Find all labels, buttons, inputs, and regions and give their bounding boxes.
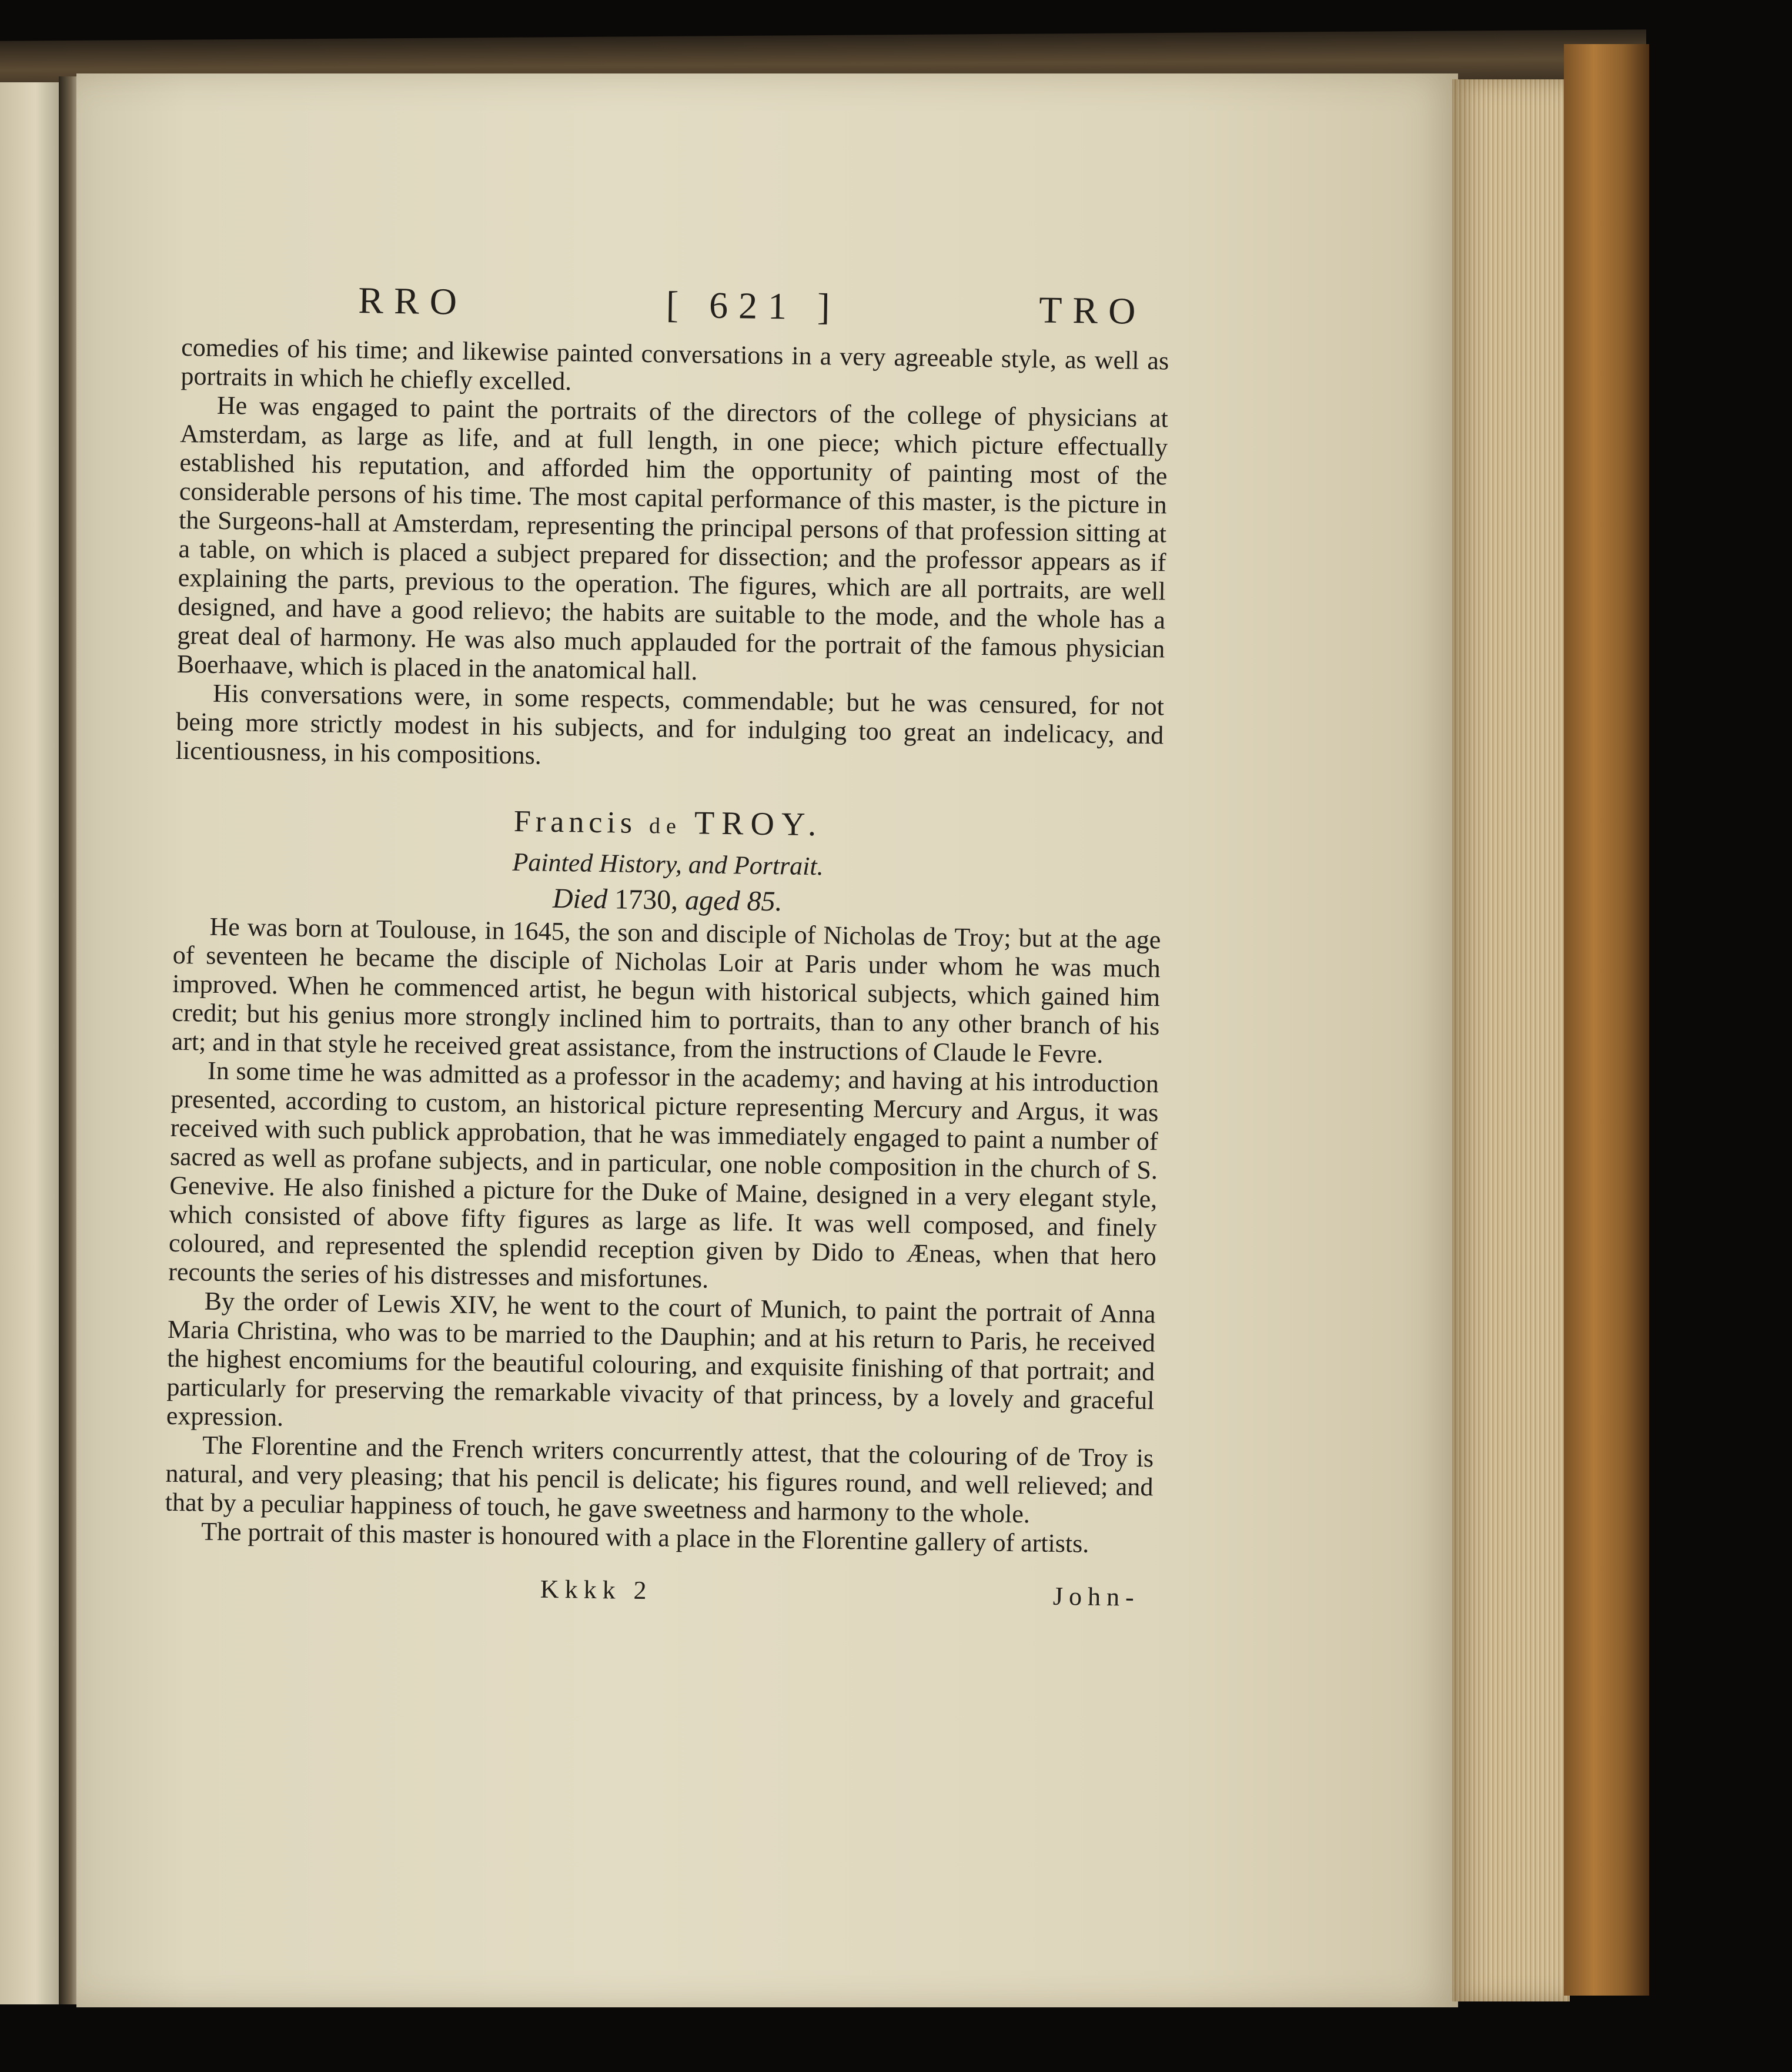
paragraph: He was born at Toulouse, in 1645, the son and disciple of Nicholas de Troy; but at the age of seventeen he became the disciple of Nicholas Loir at Paris under whom he was much improved. When he commenced artist, he begun with historical subjects, which gained him credit; but his genius more strongly inclined him to portraits, than to any other branch of his art; and in that style he received great assistance, from the instructions of Claude le Fevre. — [171, 912, 1161, 1069]
catchword: John- — [1052, 1581, 1141, 1612]
died-year: 1730, — [614, 883, 678, 916]
running-head-left: RRO — [357, 279, 468, 323]
paragraph: The Florentine and the French writers concurrently attest, that the colouring of de Troy is natural, and very pleasing; that his pencil is delicate; his figures round, and well relieved; and that by a peculiar happiness of touch, he gave sweetness and harmony to the whole. — [165, 1430, 1154, 1529]
page-fore-edges — [1452, 79, 1570, 2001]
died-label: Died — [552, 882, 608, 915]
paragraph: In some time he was admitted as a professor in the academy; and having at his introduction presented, according to custom, an historical picture representing Mercury and Argus, it was received with such publick approbation, that he was immediately engaged to paint a number of sacred as well as profane subjects, and in particular, one noble composition in the church of S. Genevive. He also finished a picture for the Duke of Maine, designed in a very elegant style, which consisted of above fifty figures as large as life. It was well composed, and finely coloured, and represented the splendid reception given by Dido to Æneas, when that hero recounts the series of his distresses and misfortunes. — [168, 1056, 1159, 1294]
paragraph: comedies of his time; and likewise painted conversations in a very agreeable style, as well as portraits in which he chiefly excelled. — [180, 332, 1169, 396]
signature-mark: Kkkk 2 — [540, 1574, 653, 1605]
entry-name-particle: de — [648, 814, 683, 839]
paragraph: He was engaged to paint the portraits of the directors of the college of physicians at Amsterdam, as large as life, and at full length, in one piece; which picture effectually established his reputation, and afforded him the opportunity of painting most of the considerable persons of his time. The most capital performance of this master, is the picture in the Surgeons-hall at Amsterdam, representing the principal persons of that profession sitting at a table, on which is placed a subject prepared for dissection; and the professor appears as if explaining the parts, previous to the operation. The figures, which are all portraits, are well designed, and have a good relievo; the habits are suitable to the mode, and the whole has a great deal of harmony. He was also much applauded for the portrait of the famous physician Boerhaave, which is placed in the anatomical hall. — [176, 390, 1169, 686]
entry-name-last: TROY. — [694, 805, 824, 843]
paragraph: His conversations were, in some respects, commendable; but he was censured, for not being more strictly modest in his subjects, and for indulging too great an indelicacy, and licentiousness, in his compositions. — [175, 678, 1165, 770]
leather-cover-edge — [1564, 44, 1649, 1996]
died-aged: aged 85. — [684, 885, 783, 918]
entry-subtitle: Painted History, and Portrait. — [512, 847, 824, 881]
entry-heading — [173, 795, 1163, 925]
running-head-right: TRO — [1038, 289, 1146, 332]
entry-name-first: Francis — [513, 804, 637, 840]
left-page-edge — [0, 82, 65, 2004]
page-number: [ 621 ] — [666, 283, 841, 328]
page-text-block — [164, 276, 1170, 1612]
paragraph: The portrait of this master is honoured with a place in the Florentine gallery of artists. — [200, 1517, 1089, 1558]
paragraph: By the order of Lewis XIV, he went to the court of Munich, to paint the portrait of Anna Maria Christina, who was to be married to the Dauphin; and at his return to Paris, he received the highest encomiums for the beautiful colouring, and exquisite finishing of that portrait; and particularly for preserving the remarkable vivacity of that princess, by a lovely and graceful expression. — [166, 1286, 1156, 1432]
